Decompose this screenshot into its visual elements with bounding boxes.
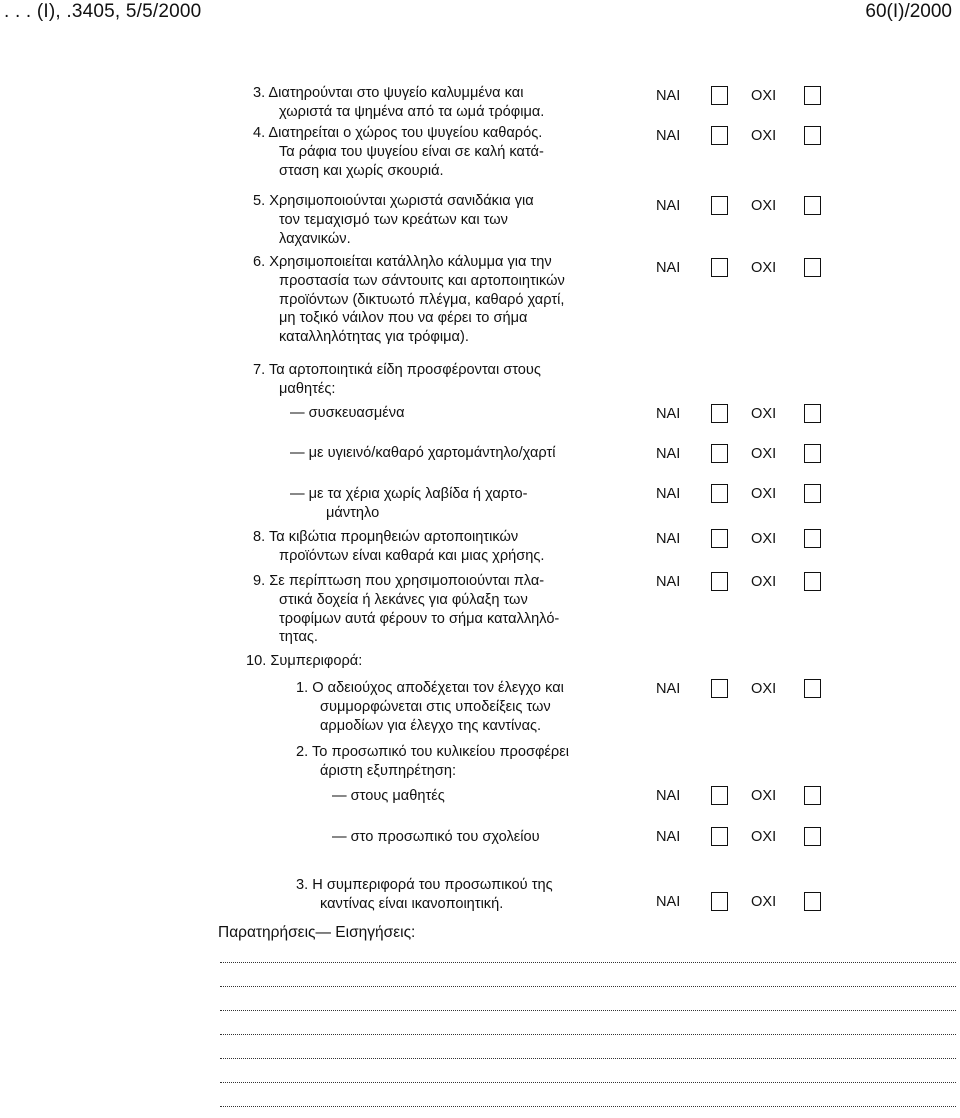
item-10-3-yes-checkbox[interactable] — [711, 892, 728, 911]
item-10-1-answer: ΝΑΙ ΟΧΙ — [656, 679, 836, 701]
item-10-1-yes-checkbox[interactable] — [711, 679, 728, 698]
item-3-yes-checkbox[interactable] — [711, 86, 728, 105]
item-7-option-3-no-checkbox[interactable] — [804, 484, 821, 503]
item-7-option-1-yes-checkbox[interactable] — [711, 404, 728, 423]
remarks-line[interactable] — [220, 986, 956, 987]
remarks-line[interactable] — [220, 1058, 956, 1059]
item-10-2-option-1-answer: ΝΑΙ ΟΧΙ — [656, 786, 836, 808]
item-10: 10. Συμπεριφορά: — [246, 653, 363, 669]
item-4-answer: ΝΑΙ ΟΧΙ — [656, 126, 836, 148]
item-8-yes-checkbox[interactable] — [711, 529, 728, 548]
item-9-no-checkbox[interactable] — [804, 572, 821, 591]
remarks-line[interactable] — [220, 1034, 956, 1035]
law-number: 60(I)/2000 — [865, 1, 952, 22]
item-7-option-napkin: — με υγιεινό/καθαρό χαρτομάντηλο/χαρτί — [290, 445, 556, 461]
item-7: 7. Τα αρτοποιητικά είδη προσφέρονται στους μαθητές: — [253, 362, 541, 397]
item-10-2-option-1-no-checkbox[interactable] — [804, 786, 821, 805]
page-header — [0, 0, 960, 24]
item-10-2-option-students: — στους μαθητές — [332, 788, 445, 804]
item-10-3-no-checkbox[interactable] — [804, 892, 821, 911]
item-6-yes-checkbox[interactable] — [711, 258, 728, 277]
item-7-option-1-answer: ΝΑΙ ΟΧΙ — [656, 404, 836, 426]
item-6-no-checkbox[interactable] — [804, 258, 821, 277]
remarks-line[interactable] — [220, 1010, 956, 1011]
remarks-line[interactable] — [220, 1106, 956, 1107]
item-10-1-no-checkbox[interactable] — [804, 679, 821, 698]
item-4-yes-checkbox[interactable] — [711, 126, 728, 145]
item-10-2-option-2-yes-checkbox[interactable] — [711, 827, 728, 846]
item-6: 6. Χρησιμοποιείται κατάλληλο κάλυμμα για την προστασία των σάντουιτς και αρτοποιητικών προϊόντων (δικτυωτό πλέγμα, καθαρό χαρτί, μη τοξικό νάιλον που να φέρει το σήμα καταλληλότητας για τρόφιμα). — [253, 254, 565, 346]
item-9-yes-checkbox[interactable] — [711, 572, 728, 591]
item-10-3: 3. Η συμπεριφορά του προσωπικού της καντίνας είναι ικανοποιητική. — [296, 877, 553, 912]
item-7-option-hands: — με τα χέρια χωρίς λαβίδα ή χαρτο- μάντηλο — [290, 486, 528, 521]
item-10-1: 1. Ο αδειούχος αποδέχεται τον έλεγχο και συμμορφώνεται στις υποδείξεις των αρμοδίων για έλεγχο της καντίνας. — [296, 680, 564, 734]
item-9-answer: ΝΑΙ ΟΧΙ — [656, 572, 836, 594]
remarks-line[interactable] — [220, 1082, 956, 1083]
item-8-no-checkbox[interactable] — [804, 529, 821, 548]
item-7-option-3-answer: ΝΑΙ ΟΧΙ — [656, 484, 836, 506]
item-4: 4. Διατηρείται ο χώρος του ψυγείου καθαρός. Τα ράφια του ψυγείου είναι σε καλή κατά- σταση και χωρίς σκουριά. — [253, 125, 544, 179]
item-7-option-packaged: — συσκευασμένα — [290, 405, 405, 421]
item-3-no-checkbox[interactable] — [804, 86, 821, 105]
item-3-answer: ΝΑΙ ΟΧΙ — [656, 86, 836, 108]
item-10-2-option-2-answer: ΝΑΙ ΟΧΙ — [656, 827, 836, 849]
item-5: 5. Χρησιμοποιούνται χωριστά σανιδάκια για τον τεμαχισμό των κρεάτων και των λαχανικών. — [253, 193, 534, 247]
item-10-3-answer: ΝΑΙ ΟΧΙ — [656, 892, 836, 914]
item-7-option-3-yes-checkbox[interactable] — [711, 484, 728, 503]
item-6-answer: ΝΑΙ ΟΧΙ — [656, 258, 836, 280]
item-9: 9. Σε περίπτωση που χρησιμοποιούνται πλα- στικά δοχεία ή λεκάνες για φύλαξη των τροφίμων αυτά φέρουν το σήμα καταλληλό- τητας. — [253, 573, 560, 646]
item-7-option-2-yes-checkbox[interactable] — [711, 444, 728, 463]
gazette-reference: . . . (I), .3405, 5/5/2000 — [4, 1, 202, 22]
item-5-no-checkbox[interactable] — [804, 196, 821, 215]
item-10-2: 2. Το προσωπικό του κυλικείου προσφέρει άριστη εξυπηρέτηση: — [296, 744, 569, 779]
item-7-option-2-answer: ΝΑΙ ΟΧΙ — [656, 444, 836, 466]
item-10-2-option-2-no-checkbox[interactable] — [804, 827, 821, 846]
remarks-line[interactable] — [220, 962, 956, 963]
item-10-2-option-school-staff: — στο προσωπικό του σχολείου — [332, 829, 540, 845]
item-4-no-checkbox[interactable] — [804, 126, 821, 145]
item-5-answer: ΝΑΙ ΟΧΙ — [656, 196, 836, 218]
item-10-2-option-1-yes-checkbox[interactable] — [711, 786, 728, 805]
item-7-option-2-no-checkbox[interactable] — [804, 444, 821, 463]
remarks-label: Παρατηρήσεις— Εισηγήσεις: — [218, 924, 416, 941]
item-5-yes-checkbox[interactable] — [711, 196, 728, 215]
item-7-option-1-no-checkbox[interactable] — [804, 404, 821, 423]
item-8-answer: ΝΑΙ ΟΧΙ — [656, 529, 836, 551]
item-8: 8. Τα κιβώτια προμηθειών αρτοποιητικών προϊόντων είναι καθαρά και μιας χρήσης. — [253, 529, 545, 564]
item-3: 3. Διατηρούνται στο ψυγείο καλυμμένα και χωριστά τα ψημένα από τα ωμά τρόφιμα. — [253, 85, 545, 120]
